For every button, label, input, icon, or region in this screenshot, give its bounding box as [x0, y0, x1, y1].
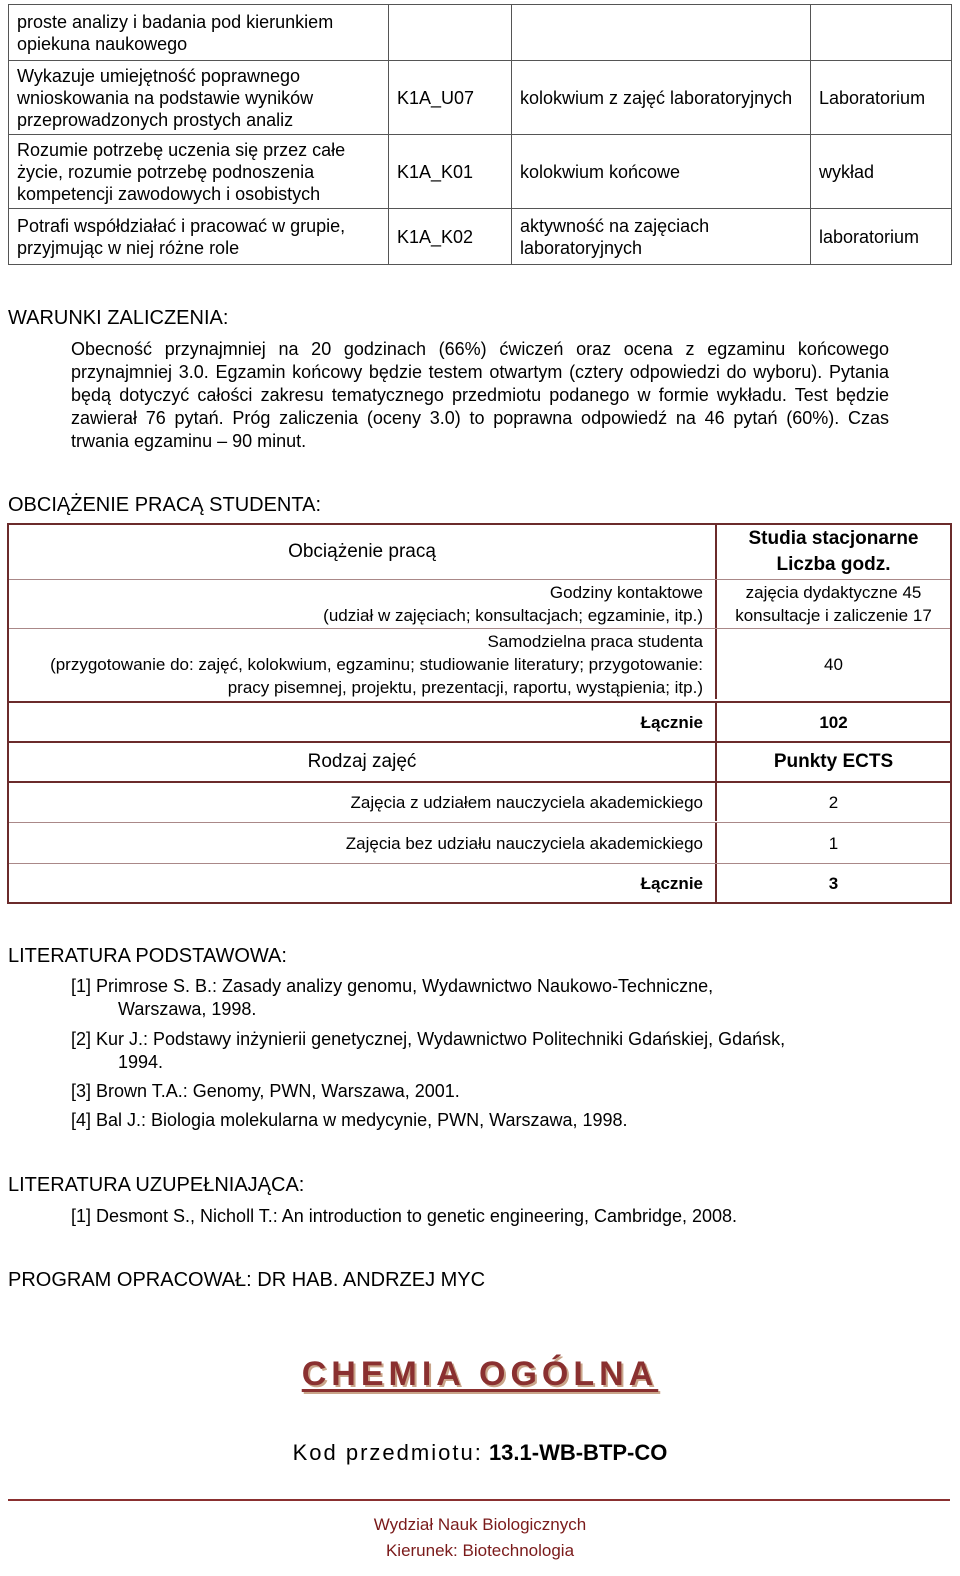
- literature-line-cont: 1994.: [118, 1052, 164, 1072]
- consultation-hours: konsultacje i zaliczenie 17: [735, 606, 932, 625]
- with-teacher-label: Zajęcia z udziałem nauczyciela akademickiego: [9, 783, 717, 821]
- subject-title: [0, 1355, 960, 1394]
- didactic-hours: zajęcia dydaktyczne 45: [745, 583, 922, 602]
- study-mode-label: Studia stacjonarne: [748, 528, 919, 549]
- author-line: PROGRAM OPRACOWAŁ: DR HAB. ANDRZEJ MYC: [8, 1269, 486, 1291]
- hours-label: Liczba godz.: [776, 554, 891, 575]
- self-study-line-3: pracy pisemnej, projektu, prezentacji, raportu, wystąpienia; itp.): [227, 677, 703, 697]
- class-form: wykład: [811, 135, 952, 209]
- total-hours-label: Łącznie: [9, 703, 717, 741]
- basic-literature-item: [71, 1080, 889, 1103]
- workload-header-row: [9, 525, 950, 579]
- self-study-row: [9, 629, 950, 699]
- literature-line-cont: Warszawa, 1998.: [118, 999, 257, 1019]
- total-hours-row: [9, 703, 950, 741]
- workload-header-label: Obciążenie pracą: [288, 541, 436, 562]
- basic-literature-item: [71, 1109, 889, 1132]
- self-study-line-2: (przygotowanie do: zajęć, kolokwium, egzaminu; studiowanie literatury; przygotowanie:: [50, 654, 703, 674]
- class-form: laboratorium: [811, 209, 952, 265]
- effect-description: Wykazuje umiejętność poprawnego wnioskowania na podstawie wyników przeprowadzonych prostych analiz: [9, 61, 389, 135]
- self-study-title: Samodzielna praca studenta: [487, 631, 703, 651]
- literature-line: [3] Brown T.A.: Genomy, PWN, Warszawa, 2001.: [71, 1081, 460, 1101]
- without-teacher-value: 1: [828, 833, 839, 853]
- contact-hours-row: [9, 580, 950, 628]
- class-form: [811, 5, 952, 61]
- class-type-header: Rodzaj zajęć: [9, 743, 717, 781]
- effects-row: [9, 61, 952, 135]
- contact-hours-subtitle: (udział w zajęciach; konsultacjach; egzaminie, itp.): [323, 606, 703, 625]
- subject-title-text: CHEMIA OGÓLNA: [301, 1355, 659, 1393]
- basic-literature-item: [71, 975, 889, 1021]
- verification-method: kolokwium końcowe: [512, 135, 811, 209]
- workload-header-right: [717, 525, 950, 579]
- conditions-heading: WARUNKI ZALICZENIA:: [8, 307, 229, 329]
- workload-header-left: [9, 525, 717, 579]
- ects-header: Punkty ECTS: [773, 751, 894, 772]
- ects-header-row: [9, 743, 950, 781]
- workload-heading: OBCIĄŻENIE PRACĄ STUDENTA:: [8, 494, 322, 516]
- total-hours-value: 102: [819, 712, 848, 732]
- learning-effects-table: [8, 4, 952, 265]
- footer-divider: [8, 1499, 950, 1501]
- effect-code: [389, 5, 512, 61]
- without-teacher-label: Zajęcia bez udziału nauczyciela akademickiego: [9, 823, 717, 863]
- with-teacher-value: 2: [828, 792, 839, 812]
- effect-description: proste analizy i badania pod kierunkiem opiekuna naukowego: [9, 5, 389, 61]
- effects-row: [9, 135, 952, 209]
- effect-code: K1A_U07: [389, 61, 512, 135]
- ects-row-with-teacher: [9, 783, 950, 821]
- subject-code-value: 13.1-WB-BTP-CO: [488, 1440, 668, 1465]
- footer-field: Kierunek: Biotechnologia: [385, 1541, 575, 1560]
- ects-total-value: 3: [828, 873, 839, 893]
- subject-code: [0, 1440, 960, 1466]
- effect-description: Potrafi współdziałać i pracować w grupie, przyjmując w niej różne role: [9, 209, 389, 265]
- extra-literature-item: [1] Desmont S., Nicholl T.: An introduction to genetic engineering, Cambridge, 2008.: [71, 1206, 738, 1226]
- verification-method: aktywność na zajęciach laboratoryjnych: [512, 209, 811, 265]
- ects-total-label: Łącznie: [9, 864, 717, 902]
- literature-line: [4] Bal J.: Biologia molekularna w medycynie, PWN, Warszawa, 1998.: [71, 1110, 628, 1130]
- literature-line: [2] Kur J.: Podstawy inżynierii genetycznej, Wydawnictwo Politechniki Gdańskiej, Gdańsk,: [71, 1029, 786, 1049]
- contact-hours-values: [717, 580, 950, 628]
- effects-row: [9, 209, 952, 265]
- verification-method: [512, 5, 811, 61]
- self-study-value: 40: [824, 654, 843, 674]
- contact-hours-desc: [9, 580, 717, 628]
- extra-literature-heading: LITERATURA UZUPEŁNIAJĄCA:: [8, 1174, 305, 1196]
- conditions-text: Obecność przynajmniej na 20 godzinach (66%) ćwiczeń oraz ocena z egzaminu końcowego przynajmniej 3.0. Egzamin końcowy będzie testem otwartym (cztery odpowiedzi do wyboru). Pytania będą dotyczyć całości zakresu tematycznego przedmiotu podanego w formie wykładu. Test będzie zawierał 76 pytań. Próg zaliczenia (oceny 3.0) to poprawna odpowiedź na 46 pytań (60%). Czas trwania egzaminu – 90 minut.: [71, 339, 889, 451]
- effect-description: Rozumie potrzebę uczenia się przez całe życie, rozumie potrzebę podnoszenia kompetencji zawodowych i osobistych: [9, 135, 389, 209]
- literature-line: [1] Primrose S. B.: Zasady analizy genomu, Wydawnictwo Naukowo-Techniczne,: [71, 976, 714, 996]
- footer-faculty: Wydział Nauk Biologicznych: [373, 1515, 587, 1534]
- verification-method: kolokwium z zajęć laboratoryjnych: [512, 61, 811, 135]
- effect-code: K1A_K01: [389, 135, 512, 209]
- self-study-desc: [9, 629, 717, 699]
- class-form: Laboratorium: [811, 61, 952, 135]
- contact-hours-title: Godziny kontaktowe: [549, 583, 703, 602]
- ects-row-without-teacher: [9, 823, 950, 863]
- subject-code-label: Kod przedmiotu:: [292, 1440, 483, 1465]
- workload-table: [7, 523, 952, 904]
- effects-row: [9, 5, 952, 61]
- basic-literature-item: [71, 1028, 889, 1074]
- ects-total-row: [9, 864, 950, 902]
- effect-code: K1A_K02: [389, 209, 512, 265]
- basic-literature-heading: LITERATURA PODSTAWOWA:: [8, 945, 287, 967]
